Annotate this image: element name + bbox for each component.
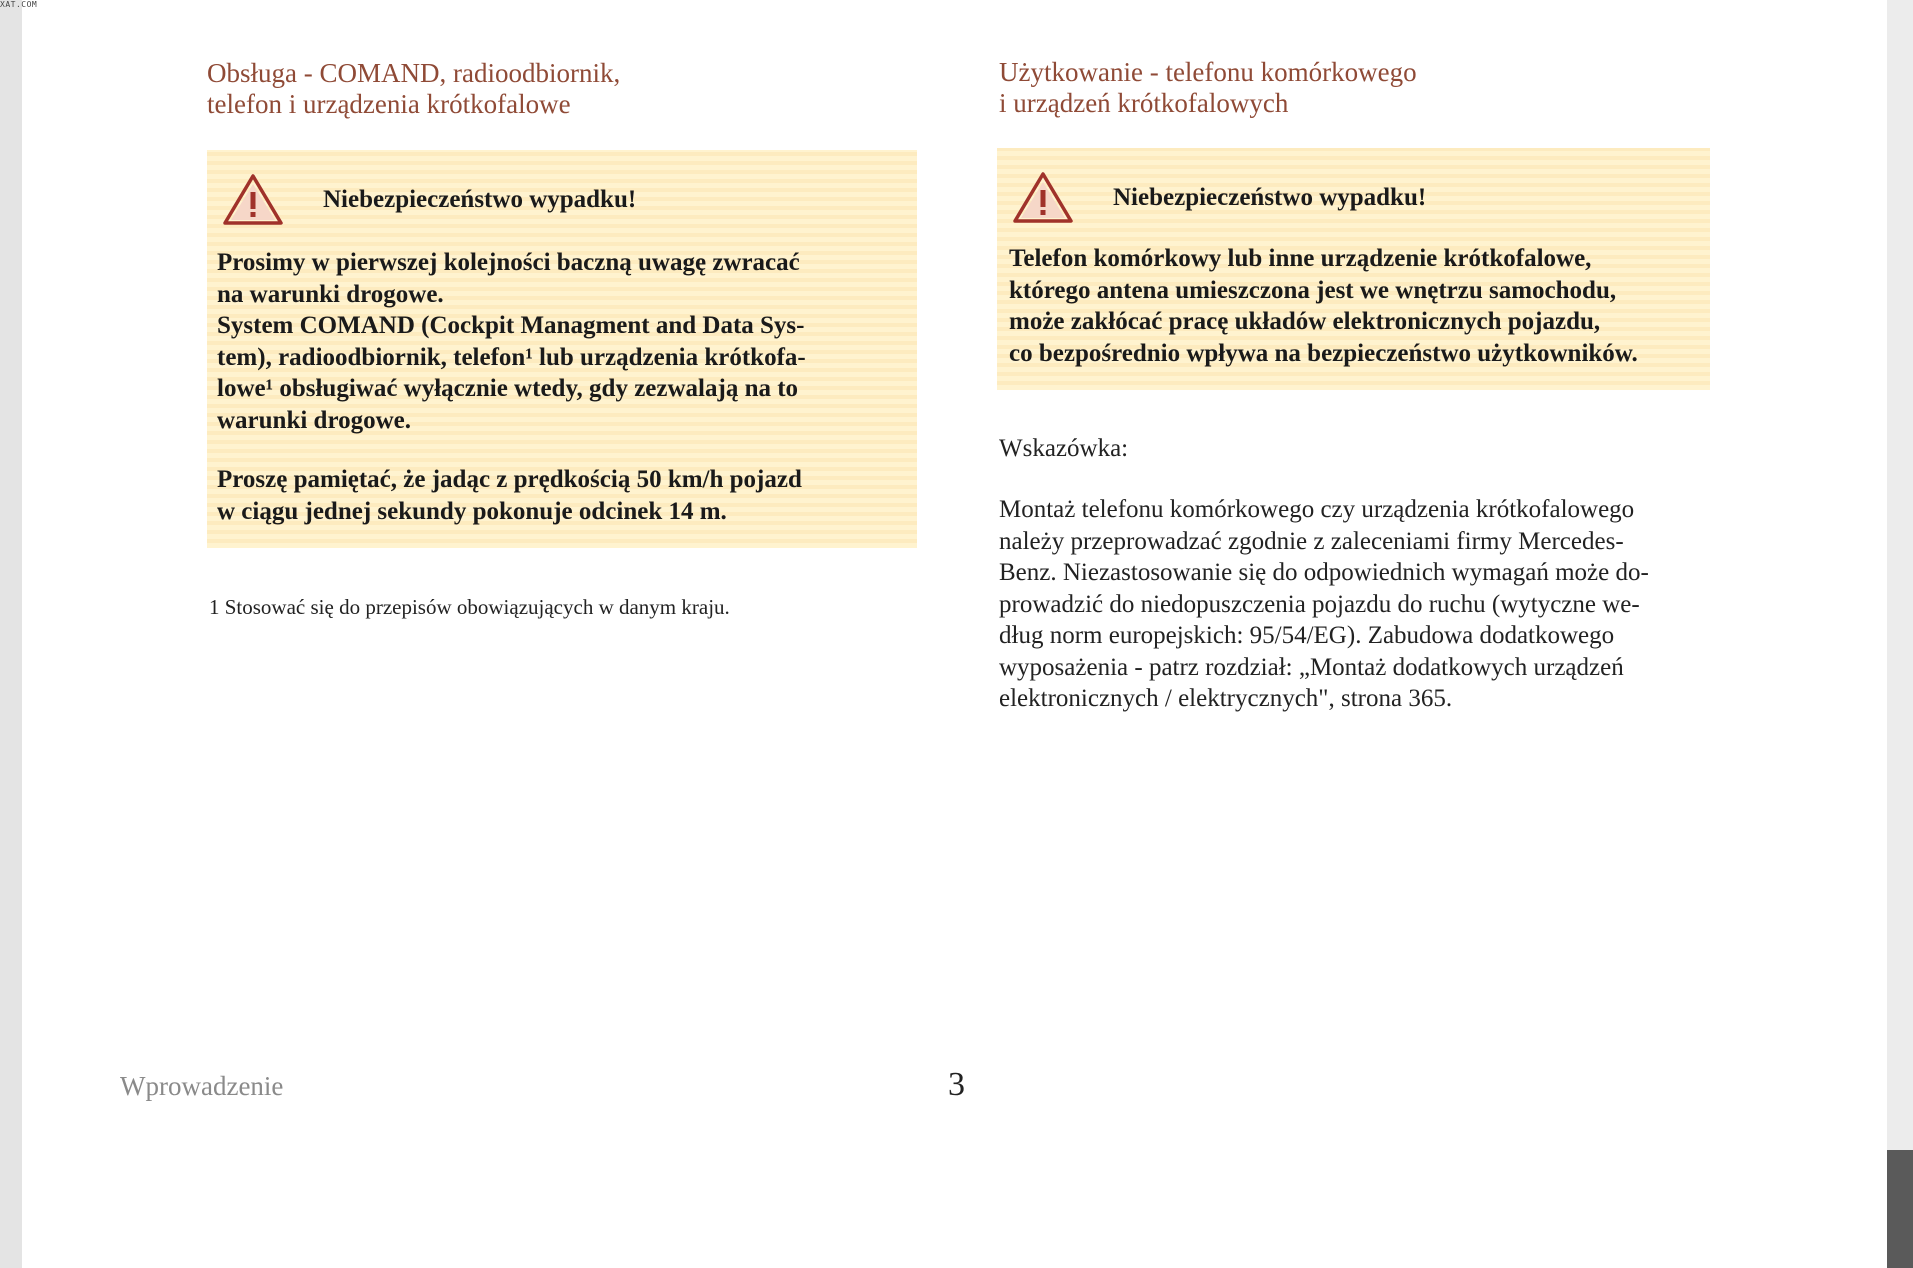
note-line: prowadzić do niedopuszczenia pojazdu do ruchu (wytyczne we- — [999, 590, 1640, 618]
warning-line: Telefon komórkowy lub inne urządzenie krótkofalowe, — [1009, 245, 1592, 272]
page-number: 3 — [948, 1066, 965, 1103]
warning-line: System COMAND (Cockpit Managment and Data Sys- — [217, 312, 805, 339]
warning-line: Proszę pamiętać, że jadąc z prędkością 50 km/h pojazd — [217, 466, 802, 493]
warning-triangle-icon — [1011, 170, 1075, 226]
note-line: Benz. Niezastosowanie się do odpowiednich wymagań może do- — [999, 559, 1649, 586]
warning-line: co bezpośrednio wpływa na bezpieczeństwo użytkowników. — [1009, 339, 1638, 367]
scan-edge-left — [0, 0, 22, 1268]
right-warning-paragraph — [1009, 243, 1638, 369]
corner-watermark: XAT.COM — [0, 0, 38, 9]
warning-line: którego antena umieszczona jest we wnętrzu samochodu, — [1009, 276, 1617, 304]
left-section-title — [207, 58, 620, 120]
left-warning-paragraph-1 — [217, 247, 806, 436]
right-title-line: i urządzeń krótkofalowych — [999, 88, 1289, 118]
note-line: Montaż telefonu komórkowego czy urządzenia krótkofalowego — [999, 496, 1635, 523]
right-warning-box — [997, 148, 1710, 390]
warning-triangle-icon — [221, 172, 285, 228]
warning-line: lowe¹ obsługiwać wyłącznie wtedy, gdy zezwalają na to — [217, 375, 799, 402]
right-section-title — [999, 57, 1417, 119]
left-warning-heading: Niebezpieczeństwo wypadku! — [323, 186, 637, 213]
warning-line: warunki drogowe. — [217, 406, 412, 434]
warning-line: Prosimy w pierwszej kolejności baczną uwagę zwracać — [217, 249, 800, 276]
note-line: elektronicznych / elektrycznych", strona 365. — [999, 685, 1453, 712]
scan-edge-right — [1887, 0, 1913, 1268]
scan-edge-shadow — [1887, 1150, 1913, 1268]
note-label: Wskazówka: — [999, 435, 1129, 462]
warning-line: może zakłócać pracę układów elektronicznych pojazdu, — [1009, 308, 1601, 335]
right-title-line: Użytkowanie - telefonu komórkowego — [999, 57, 1417, 87]
footnote: 1 Stosować się do przepisów obowiązujących w danym kraju. — [209, 595, 730, 619]
note-line: dług norm europejskich: 95/54/EG). Zabudowa dodatkowego — [999, 622, 1615, 649]
left-title-line: telefon i urządzenia krótkofalowe — [207, 89, 571, 119]
note-line: wyposażenia - patrz rozdział: „Montaż dodatkowych urządzeń — [999, 653, 1624, 681]
warning-line: na warunki drogowe. — [217, 280, 444, 308]
warning-line: w ciągu jednej sekundy pokonuje odcinek 14 m. — [217, 497, 727, 525]
note-line: należy przeprowadzać zgodnie z zaleceniami firmy Mercedes- — [999, 527, 1624, 555]
right-warning-heading: Niebezpieczeństwo wypadku! — [1113, 184, 1427, 211]
footer-section-name: Wprowadzenie — [120, 1071, 284, 1101]
left-warning-paragraph-2 — [217, 464, 802, 527]
left-warning-box — [207, 150, 917, 548]
note-paragraph — [999, 494, 1649, 715]
left-title-line: Obsługa - COMAND, radioodbiornik, — [207, 58, 621, 88]
warning-line: tem), radioodbiornik, telefon¹ lub urządzenia krótkofa- — [217, 343, 806, 371]
